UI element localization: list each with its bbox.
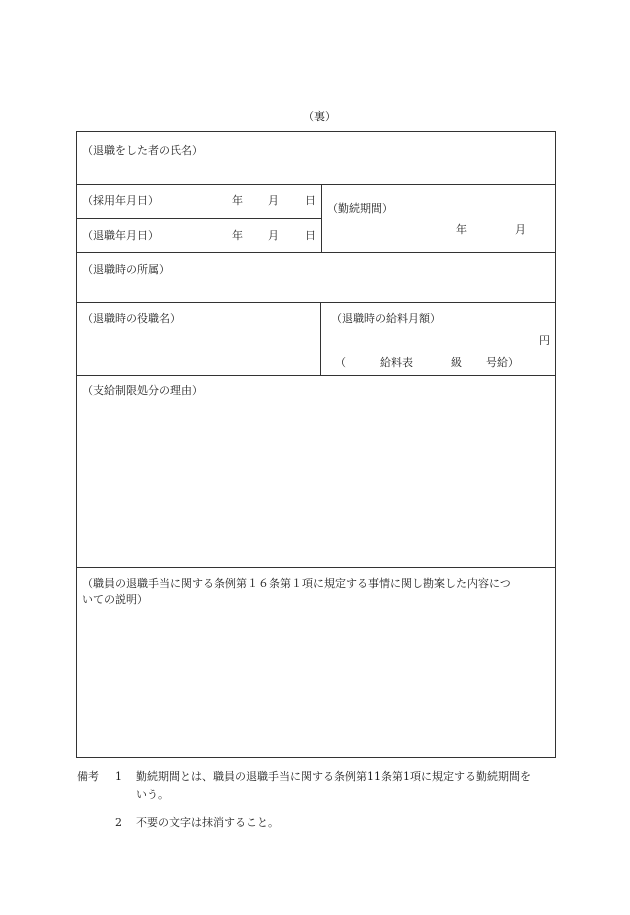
restriction-reason-label: （支給制限処分の理由） bbox=[82, 384, 203, 397]
retire-month-unit: 月 bbox=[268, 229, 279, 242]
hire-year-unit: 年 bbox=[232, 194, 243, 207]
service-period-label: （勤続期間） bbox=[327, 202, 393, 215]
note-1-number: 1 bbox=[115, 770, 122, 783]
position-label: （退職時の役職名） bbox=[82, 312, 181, 325]
note-2-number: 2 bbox=[115, 816, 122, 829]
row-divider-position bbox=[77, 302, 555, 303]
row-divider-name bbox=[77, 184, 555, 185]
retire-date-label: （退職年月日） bbox=[82, 229, 159, 242]
salary-table-label: 給料表 bbox=[380, 356, 413, 369]
salary-step-unit: 号給） bbox=[486, 356, 519, 369]
hire-month-unit: 月 bbox=[268, 194, 279, 207]
retire-day-unit: 日 bbox=[305, 229, 316, 242]
row-divider-dates bbox=[77, 218, 321, 219]
explanation-label-line2: いての説明） bbox=[82, 593, 148, 606]
col-divider-dates bbox=[321, 184, 322, 252]
explanation-label-line1: （職員の退職手当に関する条例第１６条第１項に規定する事情に関し勘案した内容につ bbox=[82, 577, 511, 590]
note-2-line1: 不要の文字は抹消すること。 bbox=[136, 816, 279, 829]
department-label: （退職時の所属） bbox=[82, 263, 170, 276]
row-divider-dept bbox=[77, 252, 555, 253]
hire-date-label: （採用年月日） bbox=[82, 194, 159, 207]
note-1-line2: いう。 bbox=[136, 788, 169, 801]
row-divider-explain bbox=[77, 567, 555, 568]
salary-grade-unit: 級 bbox=[451, 356, 462, 369]
retirement-form bbox=[76, 131, 556, 758]
col-divider-salary bbox=[320, 302, 321, 375]
service-year-unit: 年 bbox=[456, 223, 467, 236]
salary-yen-unit: 円 bbox=[539, 334, 550, 347]
hire-day-unit: 日 bbox=[305, 194, 316, 207]
retire-year-unit: 年 bbox=[232, 229, 243, 242]
page-side-label: （裏） bbox=[303, 110, 336, 123]
service-month-unit: 月 bbox=[515, 223, 526, 236]
row-divider-reason bbox=[77, 375, 555, 376]
salary-paren-open: （ bbox=[335, 356, 346, 369]
name-label: （退職をした者の氏名） bbox=[82, 144, 203, 157]
notes-heading: 備考 bbox=[77, 770, 99, 783]
note-1-line1: 勤続期間とは、職員の退職手当に関する条例第11条第1項に規定する勤続期間を bbox=[136, 770, 531, 783]
salary-label: （退職時の給料月額） bbox=[331, 312, 441, 325]
